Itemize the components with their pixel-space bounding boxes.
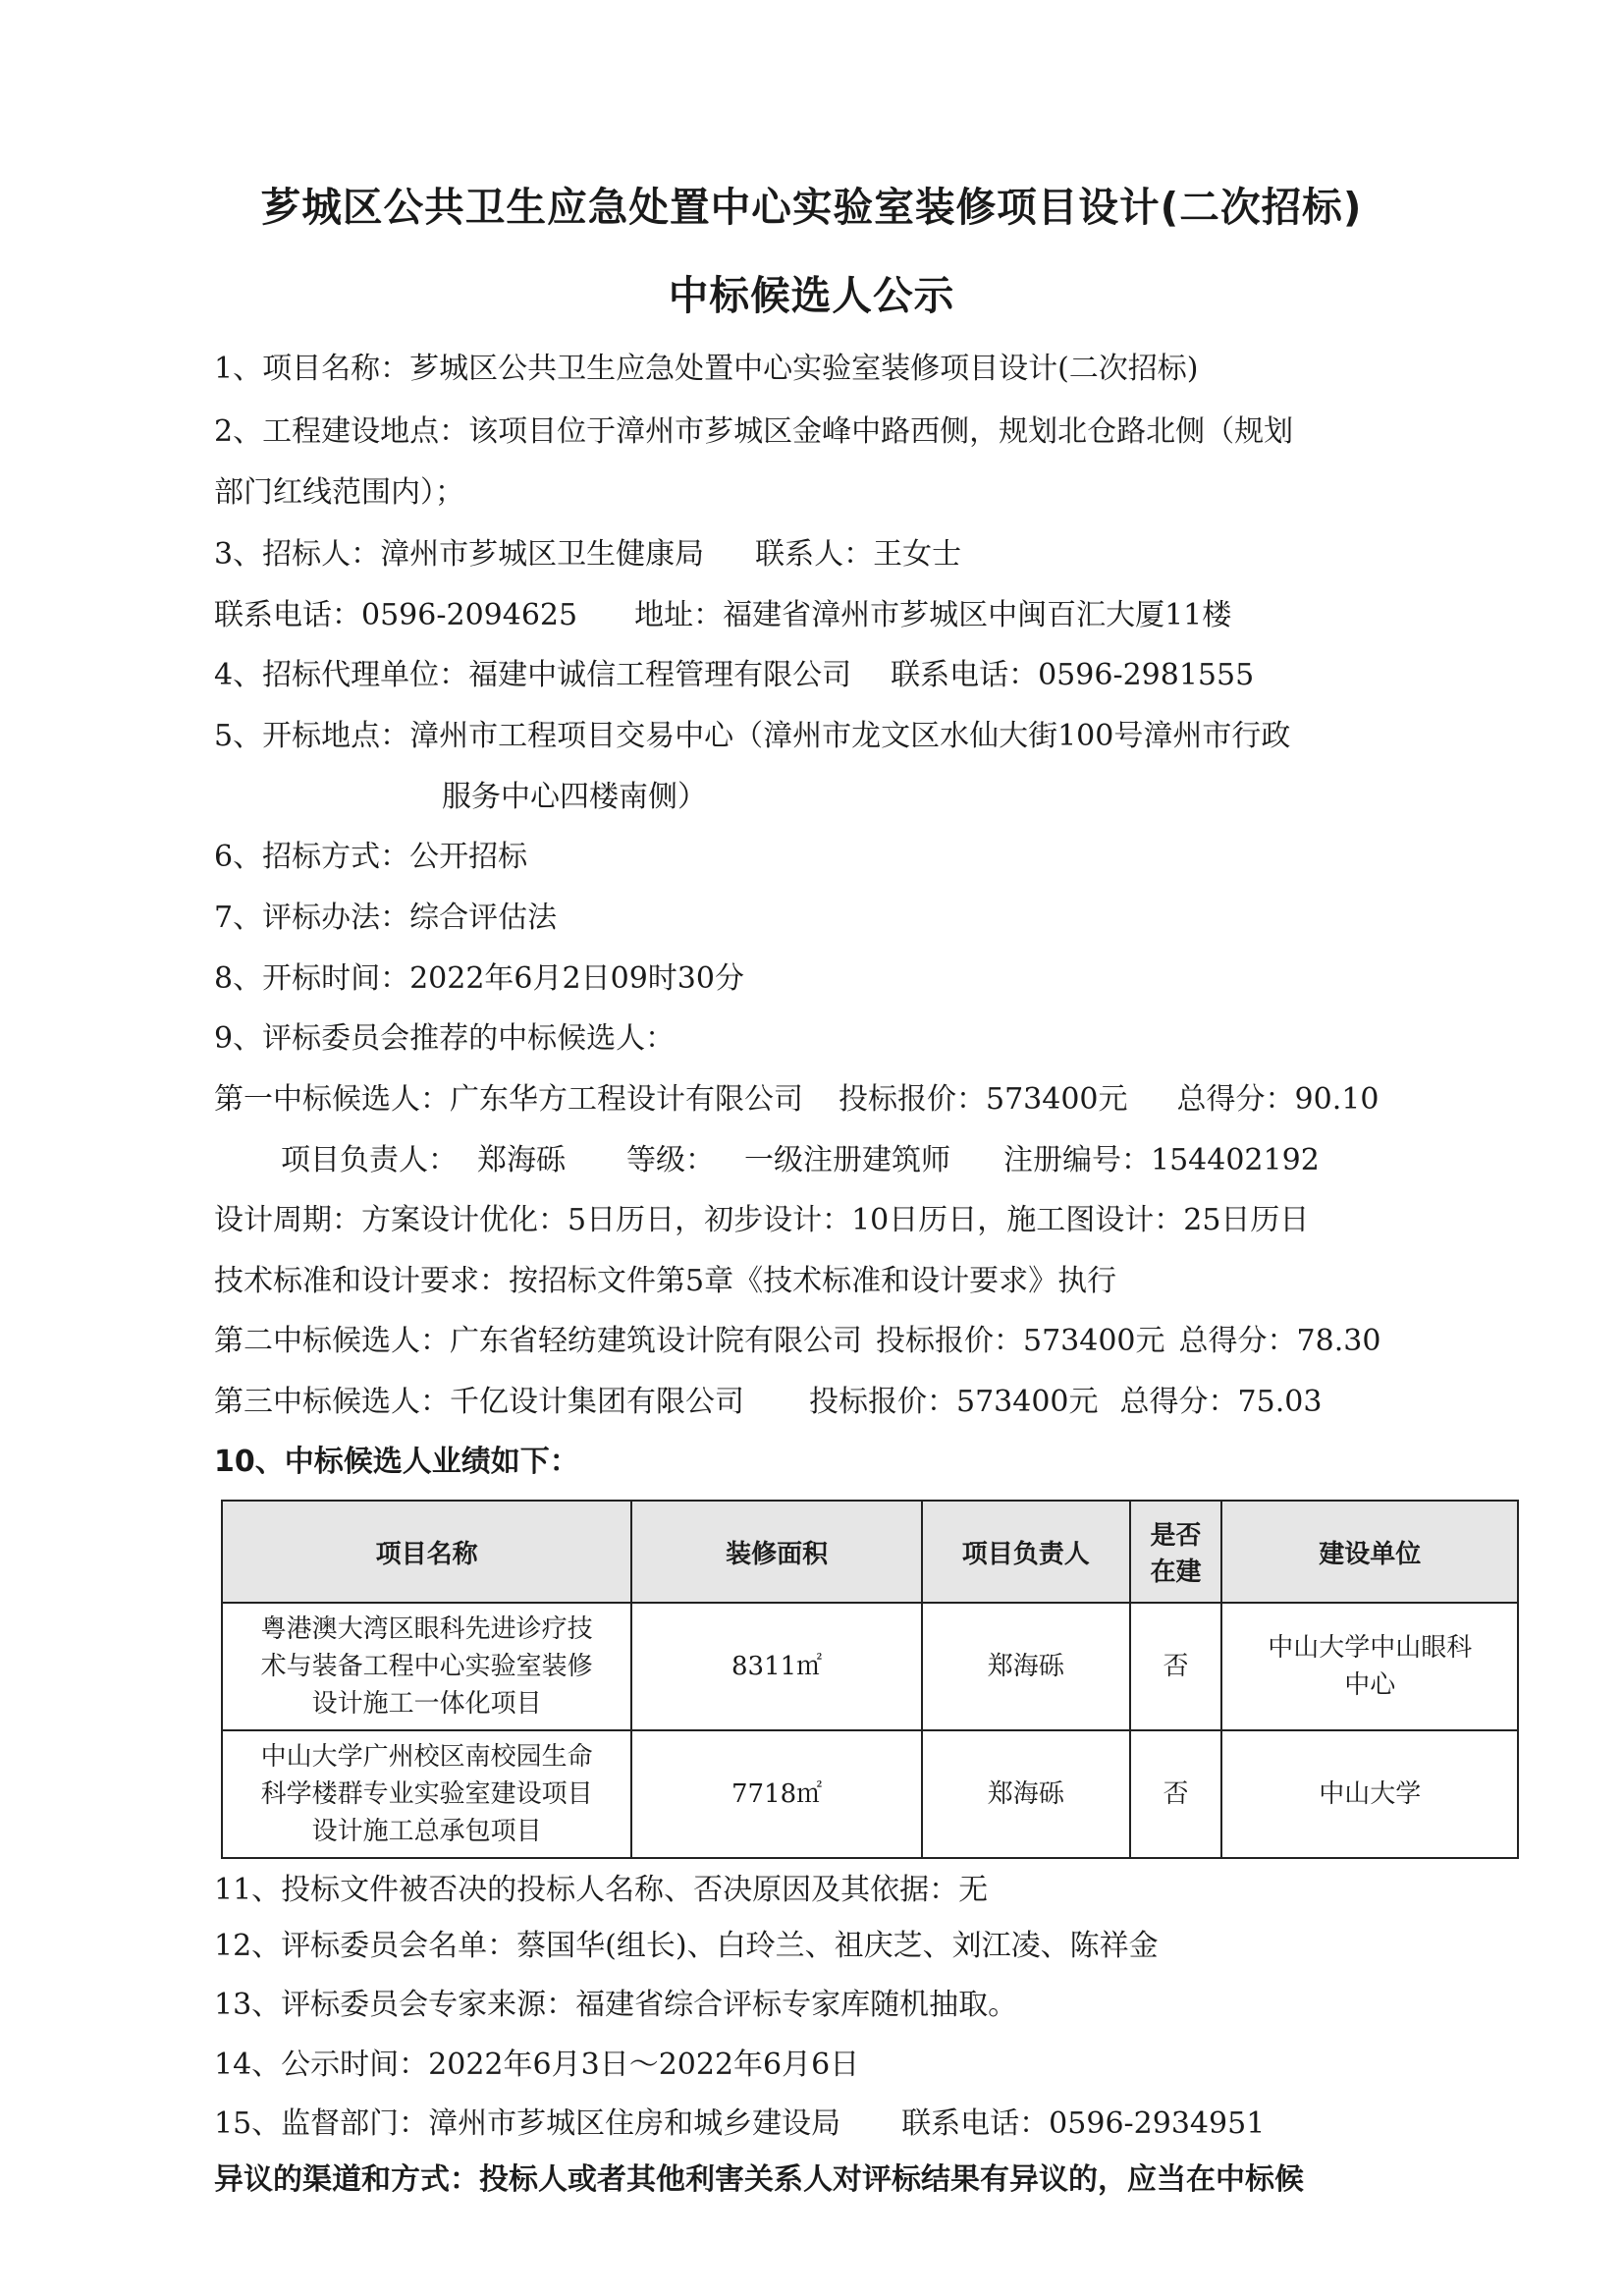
document-subtitle: 中标候选人公示 bbox=[668, 272, 955, 319]
item-10-performance-heading: 10、中标候选人业绩如下： bbox=[214, 1445, 579, 1479]
cell-project-name: 粤港澳大湾区眼科先进诊疗技 术与装备工程中心实验室装修 设计施工一体化项目 bbox=[222, 1603, 631, 1730]
header-leader: 项目负责人 bbox=[922, 1501, 1130, 1603]
table-header-row bbox=[222, 1501, 1518, 1603]
supervision-dept: 15、监督部门：漳州市芗城区住房和城乡建设局 bbox=[214, 2106, 841, 2141]
candidate-2-score: 总得分：78.30 bbox=[1178, 1324, 1381, 1358]
agency-phone: 联系电话：0596-2981555 bbox=[891, 658, 1255, 692]
candidate-2 bbox=[214, 1322, 1380, 1361]
tenderer-contact: 联系人：王女士 bbox=[755, 537, 962, 572]
candidate-1-bid: 投标报价：573400元 bbox=[839, 1082, 1128, 1117]
cell-leader: 郑海砾 bbox=[922, 1730, 1130, 1858]
grade-value: 一级注册建筑师 bbox=[744, 1143, 950, 1177]
cell-area: 8311㎡ bbox=[631, 1603, 922, 1730]
item-6-method: 6、招标方式：公开招标 bbox=[214, 840, 528, 874]
supervision-phone: 联系电话：0596-2934951 bbox=[901, 2106, 1266, 2141]
candidate-3-name: 第三中标候选人：千亿设计集团有限公司 bbox=[214, 1385, 744, 1419]
cell-owner: 中山大学 bbox=[1221, 1730, 1518, 1858]
item-2-location: 2、工程建设地点：该项目位于漳州市芗城区金峰中路西侧，规划北仓路北侧（规划 bbox=[214, 414, 1294, 449]
cell-project-name: 中山大学广州校区南校园生命 科学楼群专业实验室建设项目 设计施工总承包项目 bbox=[222, 1730, 631, 1858]
candidate-1 bbox=[214, 1080, 1379, 1120]
item-8-opening-time: 8、开标时间：2022年6月2日09时30分 bbox=[214, 961, 744, 996]
tenderer-address: 地址：福建省漳州市芗城区中闽百汇大厦11楼 bbox=[634, 598, 1232, 632]
candidate-3-bid: 投标报价：573400元 bbox=[809, 1385, 1099, 1419]
item-5-opening-place-cont: 服务中心四楼南侧） bbox=[442, 780, 707, 814]
item-13-expert-source: 13、评标委员会专家来源：福建省综合评标专家库随机抽取。 bbox=[214, 1988, 1018, 2022]
registration-number: 注册编号：154402192 bbox=[1003, 1143, 1320, 1177]
manager-label: 项目负责人： bbox=[281, 1143, 458, 1177]
header-under-construction: 是否 在建 bbox=[1130, 1501, 1222, 1603]
grade-label: 等级： bbox=[626, 1143, 715, 1177]
candidate-1-name: 第一中标候选人：广东华方工程设计有限公司 bbox=[214, 1082, 803, 1117]
table-row bbox=[222, 1603, 1518, 1730]
item-11-rejected: 11、投标文件被否决的投标人名称、否决原因及其依据：无 bbox=[214, 1873, 989, 1907]
agency-name: 4、招标代理单位：福建中诚信工程管理有限公司 bbox=[214, 658, 852, 692]
header-owner: 建设单位 bbox=[1221, 1501, 1518, 1603]
candidate-2-name: 第二中标候选人：广东省轻纺建筑设计院有限公司 bbox=[214, 1324, 862, 1358]
header-area: 装修面积 bbox=[631, 1501, 922, 1603]
tenderer-phone: 联系电话：0596-2094625 bbox=[214, 598, 578, 632]
objection-paragraph: 异议的渠道和方式：投标人或者其他利害关系人对评标结果有异议的，应当在中标候 bbox=[214, 2162, 1304, 2197]
item-3-contact-line bbox=[214, 596, 1231, 635]
header-project-name: 项目名称 bbox=[222, 1501, 631, 1603]
cell-area: 7718㎡ bbox=[631, 1730, 922, 1858]
item-4-agency bbox=[214, 656, 1254, 695]
item-5-opening-place: 5、开标地点：漳州市工程项目交易中心（漳州市龙文区水仙大街100号漳州市行政 bbox=[214, 719, 1291, 753]
cell-leader: 郑海砾 bbox=[922, 1603, 1130, 1730]
tenderer-name: 3、招标人：漳州市芗城区卫生健康局 bbox=[214, 537, 705, 572]
candidate-1-score: 总得分：90.10 bbox=[1176, 1082, 1380, 1117]
item-14-publicity-period: 14、公示时间：2022年6月3日～2022年6月6日 bbox=[214, 2048, 860, 2082]
manager-name: 郑海砾 bbox=[477, 1143, 566, 1177]
document-title: 芗城区公共卫生应急处置中心实验室装修项目设计(二次招标) bbox=[260, 184, 1363, 231]
table-row bbox=[222, 1730, 1518, 1858]
cell-owner: 中山大学中山眼科 中心 bbox=[1221, 1603, 1518, 1730]
item-15-supervision bbox=[214, 2105, 1265, 2144]
item-7-evaluation: 7、评标办法：综合评估法 bbox=[214, 901, 558, 935]
candidate-2-bid: 投标报价：573400元 bbox=[876, 1324, 1165, 1358]
item-9-candidates-heading: 9、评标委员会推荐的中标候选人： bbox=[214, 1021, 676, 1056]
item-12-committee: 12、评标委员会名单：蔡国华(组长)、白玲兰、祖庆芝、刘江凌、陈祥金 bbox=[214, 1929, 1159, 1963]
candidate-3-score: 总得分：75.03 bbox=[1119, 1385, 1323, 1419]
cell-under-construction: 否 bbox=[1130, 1603, 1222, 1730]
candidate-1-design-period: 设计周期：方案设计优化：5日历日，初步设计：10日历日，施工图设计：25日历日 bbox=[214, 1203, 1310, 1237]
candidate-3 bbox=[214, 1383, 1322, 1422]
item-1-project-name: 1、项目名称：芗城区公共卫生应急处置中心实验室装修项目设计(二次招标) bbox=[214, 352, 1199, 386]
candidate-1-manager-line bbox=[281, 1141, 1320, 1180]
item-2-location-cont: 部门红线范围内）； bbox=[214, 475, 464, 510]
cell-under-construction: 否 bbox=[1130, 1730, 1222, 1858]
item-3-tenderer bbox=[214, 535, 961, 574]
performance-table bbox=[221, 1500, 1519, 1859]
candidate-1-tech-standard: 技术标准和设计要求：按招标文件第5章《技术标准和设计要求》执行 bbox=[214, 1264, 1117, 1298]
